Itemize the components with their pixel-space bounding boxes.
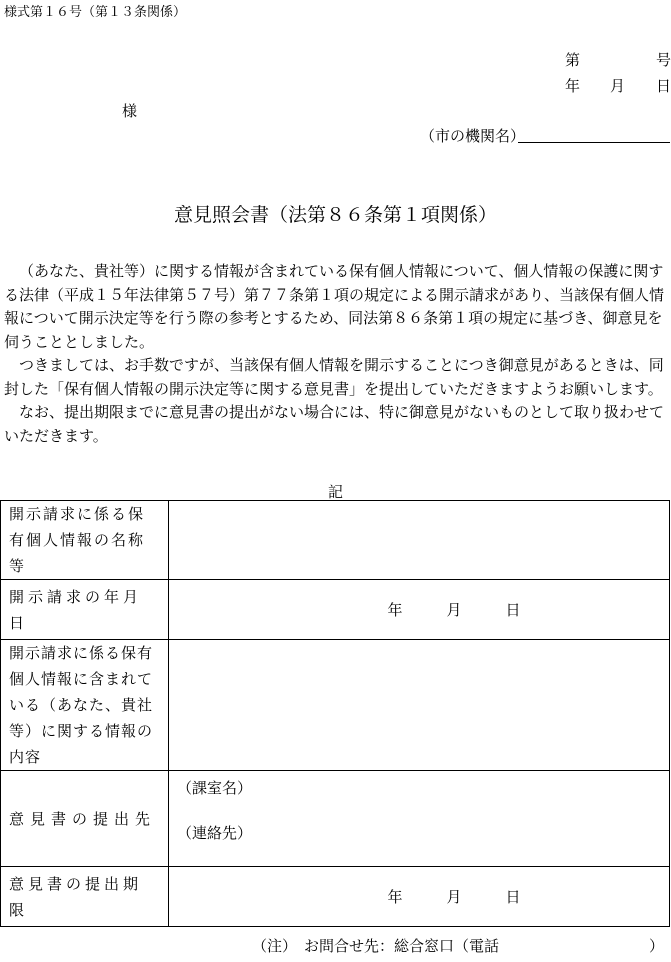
- row-label-info-content: 開示請求に係る保有個人情報に含まれている（あなた、貴社等）に関する情報の内容: [1, 640, 169, 771]
- table-row: [1, 580, 670, 640]
- details-table: [0, 500, 670, 927]
- row-label-deadline: 意見書の提出期限: [1, 867, 169, 927]
- row-value-info-content[interactable]: [169, 640, 670, 771]
- addressee-suffix: 様: [122, 102, 138, 120]
- number-dai: 第: [565, 51, 581, 69]
- section-name-label: （課室名）: [177, 779, 253, 797]
- body-paragraph: なお、提出期限までに意見書の提出がない場合には、特に御意見がないものとして取り扱わせていただきます。: [4, 403, 665, 445]
- date-day: 日: [655, 77, 671, 95]
- row-label-submit-to: 意見書の提出先: [1, 771, 169, 867]
- table-row: [1, 771, 670, 867]
- note-text: お問合せ先：総合窓口（電話: [304, 937, 500, 955]
- deadline-year: 年: [387, 888, 403, 906]
- number-go: 号: [655, 51, 671, 69]
- row-label-request-date: 開示請求の年月日: [1, 580, 169, 640]
- body-text: [4, 260, 671, 448]
- table-row: [1, 640, 670, 771]
- org-signature-line: [518, 142, 670, 143]
- table-row: [1, 501, 670, 580]
- deadline-month: 月: [446, 888, 462, 906]
- row-value-submit-to[interactable]: [169, 771, 670, 867]
- date-month: 月: [610, 77, 626, 95]
- request-day: 日: [505, 601, 521, 619]
- ki-heading: 記: [327, 483, 343, 501]
- org-label: （市の機関名）: [420, 127, 526, 145]
- date-year: 年: [565, 77, 581, 95]
- request-month: 月: [446, 601, 462, 619]
- table-row: [1, 867, 670, 927]
- contact-label: （連絡先）: [177, 824, 253, 842]
- note-close: ）: [648, 937, 664, 955]
- row-value-request-date[interactable]: [169, 580, 670, 640]
- row-value-info-name[interactable]: [169, 501, 670, 580]
- deadline-day: 日: [505, 888, 521, 906]
- row-value-deadline[interactable]: [169, 867, 670, 927]
- body-paragraph: （あなた、貴社等）に関する情報が含まれている保有個人情報について、個人情報の保護に関する法律（平成１５年法律第５７号）第７７条第１項の規定による開示請求があり、当該保有個人情報について開示決定等を行う際の参考とするため、同法第８６条第１項の規定に基づき、御意見を伺うこととしました。: [4, 262, 665, 351]
- body-paragraph: つきましては、お手数ですが、当該保有個人情報を開示することにつき御意見があるときは、同封した「保有個人情報の開示決定等に関する意見書」を提出していただきますようお願いします。: [4, 356, 664, 398]
- row-label-info-name: 開示請求に係る保有個人情報の名称等: [1, 501, 169, 580]
- note-marker: （注）: [252, 937, 298, 955]
- document-title: 意見照会書（法第８６条第１項関係）: [173, 204, 497, 226]
- form-id: 様式第１６号（第１３条関係）: [4, 5, 187, 20]
- request-year: 年: [387, 601, 403, 619]
